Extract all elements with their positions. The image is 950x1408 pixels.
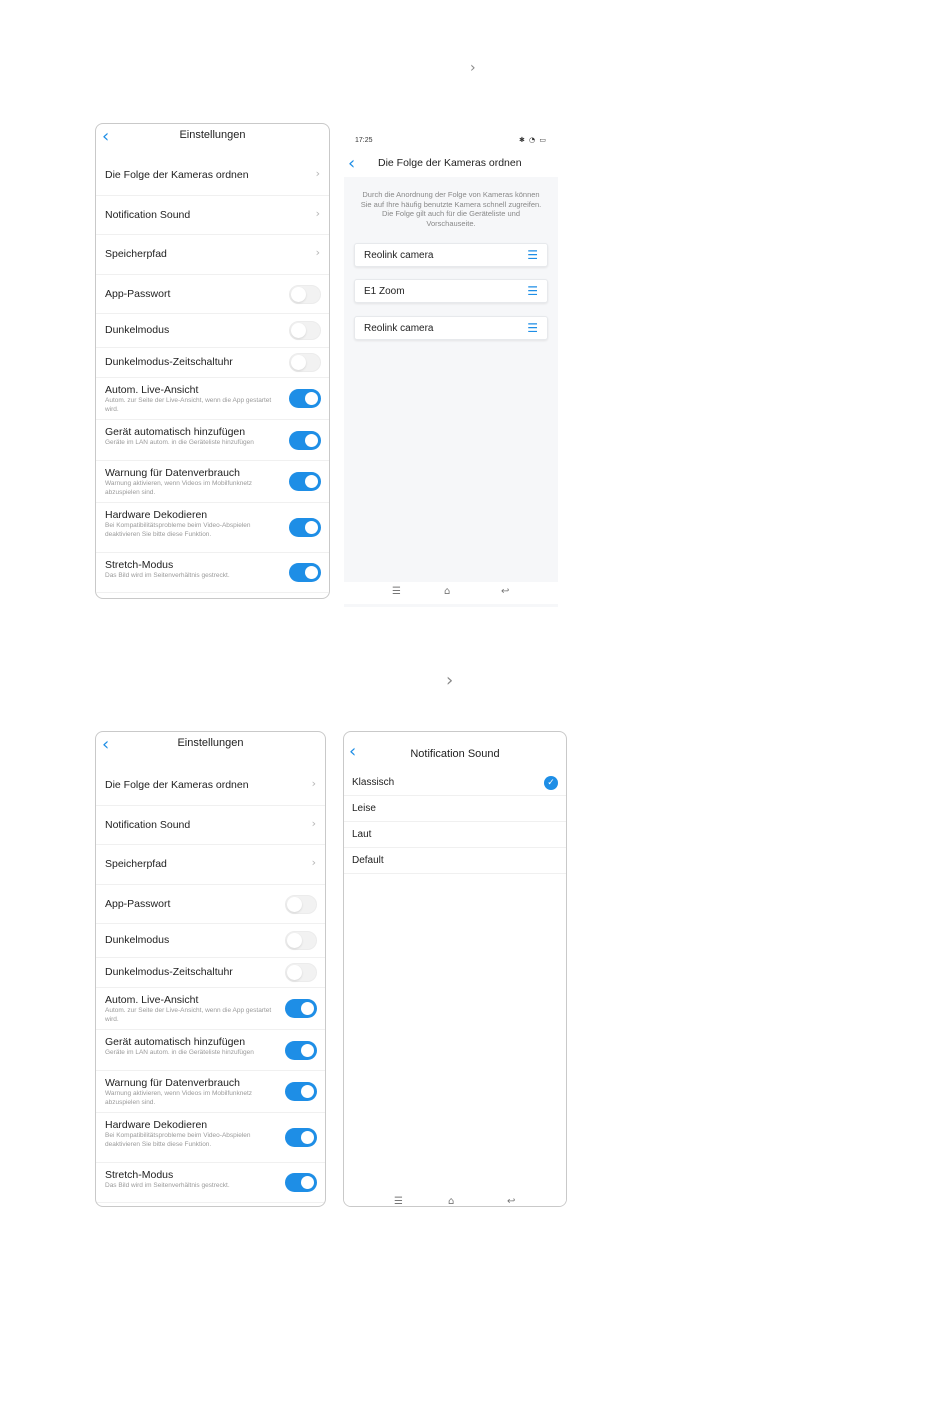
menu-icon[interactable]: ☰ bbox=[394, 1196, 403, 1207]
chevron-right-icon: › bbox=[315, 206, 320, 220]
toggle-switch[interactable] bbox=[285, 1041, 317, 1060]
sound-option-label: Default bbox=[352, 855, 384, 866]
menu-icon[interactable]: ☰ bbox=[392, 586, 401, 597]
settings-row-label: Dunkelmodus bbox=[105, 324, 170, 336]
sound-option-label: Klassisch bbox=[352, 777, 395, 788]
page-title: Notification Sound bbox=[410, 748, 500, 760]
page-title: Einstellungen bbox=[177, 737, 244, 749]
order-description: Durch die Anordnung der Folge von Kameras können Sie auf Ihre häufig benutzte Kamera schnell zugreifen. Die Folge gilt auch für die Geräteliste und Vorschauseite. bbox=[360, 190, 542, 228]
settings-row-app-passwort bbox=[96, 885, 325, 924]
home-icon[interactable]: ⌂ bbox=[448, 1196, 455, 1207]
settings-row-label: Hardware Dekodieren bbox=[105, 509, 208, 521]
settings-row-label: Autom. Live-Ansicht bbox=[105, 384, 199, 396]
settings-row-die-folge-der-kameras-ordnen[interactable] bbox=[96, 766, 325, 806]
settings-list bbox=[96, 766, 325, 1203]
camera-card[interactable] bbox=[354, 316, 548, 340]
settings-row-dunkelmodus bbox=[96, 314, 329, 348]
toggle-switch[interactable] bbox=[289, 563, 321, 582]
camera-order-screen bbox=[344, 131, 558, 607]
settings-row-die-folge-der-kameras-ordnen[interactable] bbox=[96, 156, 329, 196]
status-time: 17:25 bbox=[355, 137, 373, 144]
sound-option[interactable] bbox=[344, 796, 566, 822]
settings-row-hardware-dekodieren bbox=[96, 1113, 325, 1163]
settings-row-warnung-für-datenverbrauch bbox=[96, 461, 329, 503]
system-nav-bar bbox=[344, 1193, 566, 1207]
settings-row-gerät-automatisch-hinzufügen bbox=[96, 420, 329, 461]
camera-card[interactable] bbox=[354, 279, 548, 303]
settings-row-label: Speicherpfad bbox=[105, 858, 167, 870]
settings-row-label: Dunkelmodus bbox=[105, 934, 170, 946]
sound-option[interactable] bbox=[344, 822, 566, 848]
settings-row-description: Bei Kompatibilitätsprobleme beim Video-Abspielen deaktivieren Sie bitte diese Funktion. bbox=[105, 1132, 251, 1148]
notification-sound-screen bbox=[343, 731, 567, 1207]
settings-row-description: Autom. zur Seite der Live-Ansicht, wenn die App gestartet wird. bbox=[105, 397, 272, 413]
drag-handle-icon[interactable]: ☰ bbox=[527, 284, 538, 298]
toggle-switch[interactable] bbox=[289, 353, 321, 372]
chevron-right-icon: › bbox=[315, 246, 320, 259]
chevron-right-icon: › bbox=[315, 167, 320, 180]
settings-row-label: Warnung für Datenverbrauch bbox=[105, 467, 241, 479]
settings-row-description: Geräte im LAN autom. in die Geräteliste hinzufügen bbox=[105, 1049, 254, 1056]
settings-header bbox=[96, 124, 329, 156]
status-bar bbox=[344, 131, 558, 153]
settings-row-description: Das Bild wird im Seitenverhältnis gestreckt. bbox=[105, 572, 230, 579]
system-nav-bar bbox=[344, 582, 558, 604]
settings-row-label: App-Passwort bbox=[105, 897, 171, 910]
settings-row-dunkelmodus bbox=[96, 924, 325, 958]
settings-row-label: Die Folge der Kameras ordnen bbox=[105, 169, 249, 181]
back-icon[interactable]: ↩ bbox=[501, 586, 510, 597]
order-header bbox=[344, 153, 558, 177]
settings-row-dunkelmodus-zeitschaltuhr bbox=[96, 348, 329, 378]
settings-row-label: Warnung für Datenverbrauch bbox=[105, 1077, 241, 1089]
settings-row-label: Speicherpfad bbox=[105, 248, 167, 260]
toggle-switch[interactable] bbox=[289, 431, 321, 450]
settings-row-label: Dunkelmodus-Zeitschaltuhr bbox=[105, 966, 233, 978]
camera-card[interactable] bbox=[354, 243, 548, 267]
settings-row-label: Die Folge der Kameras ordnen bbox=[105, 779, 249, 791]
toggle-switch[interactable] bbox=[285, 999, 317, 1018]
settings-row-label: Gerät automatisch hinzufügen bbox=[105, 426, 246, 438]
settings-row-warnung-für-datenverbrauch bbox=[96, 1071, 325, 1113]
settings-header bbox=[96, 732, 325, 764]
status-icons: ✱ ◔ ▭ bbox=[518, 136, 547, 144]
back-chevron-icon[interactable]: ‹ bbox=[102, 126, 110, 147]
settings-row-gerät-automatisch-hinzufügen bbox=[96, 1030, 325, 1071]
drag-handle-icon[interactable]: ☰ bbox=[527, 321, 538, 335]
settings-row-description: Autom. zur Seite der Live-Ansicht, wenn die App gestartet wird. bbox=[105, 1007, 272, 1023]
checkmark-icon: ✓ bbox=[544, 776, 558, 790]
toggle-switch[interactable] bbox=[285, 931, 317, 950]
arrow-right-icon: › bbox=[470, 60, 476, 76]
settings-list bbox=[96, 156, 329, 593]
toggle-switch[interactable] bbox=[285, 963, 317, 982]
settings-row-label: Autom. Live-Ansicht bbox=[105, 994, 199, 1006]
settings-row-autom-live-ansicht bbox=[96, 378, 329, 420]
toggle-switch[interactable] bbox=[289, 321, 321, 340]
sound-option[interactable] bbox=[344, 770, 566, 796]
settings-row-description: Warnung aktivieren, wenn Videos im Mobilfunknetz abzuspielen sind. bbox=[105, 480, 253, 496]
settings-row-label: Stretch-Modus bbox=[105, 559, 174, 571]
chevron-right-icon: › bbox=[311, 777, 316, 790]
toggle-switch[interactable] bbox=[285, 1082, 317, 1101]
toggle-switch[interactable] bbox=[285, 1128, 317, 1147]
sound-option[interactable] bbox=[344, 848, 566, 874]
settings-row-label: Dunkelmodus-Zeitschaltuhr bbox=[105, 356, 233, 368]
settings-row-stretch-modus bbox=[96, 553, 329, 593]
chevron-right-icon: › bbox=[311, 816, 316, 830]
sound-option-label: Laut bbox=[352, 829, 372, 840]
settings-row-dunkelmodus-zeitschaltuhr bbox=[96, 958, 325, 988]
settings-row-label: App-Passwort bbox=[105, 287, 171, 300]
settings-screen bbox=[95, 731, 326, 1207]
settings-row-speicherpfad[interactable] bbox=[96, 235, 329, 275]
camera-name: E1 Zoom bbox=[364, 286, 405, 297]
settings-row-label: Notification Sound bbox=[105, 818, 191, 831]
camera-name: Reolink camera bbox=[364, 323, 434, 334]
sound-header bbox=[344, 732, 566, 768]
settings-row-label: Gerät automatisch hinzufügen bbox=[105, 1036, 246, 1048]
page-title: Einstellungen bbox=[179, 129, 246, 141]
settings-row-description: Geräte im LAN autom. in die Geräteliste hinzufügen bbox=[105, 439, 254, 446]
page-title: Die Folge der Kameras ordnen bbox=[378, 157, 522, 169]
toggle-switch[interactable] bbox=[285, 895, 317, 914]
settings-row-notification-sound[interactable] bbox=[96, 196, 329, 235]
settings-row-label: Notification Sound bbox=[105, 208, 191, 221]
settings-row-hardware-dekodieren bbox=[96, 503, 329, 553]
settings-row-app-passwort bbox=[96, 275, 329, 314]
chevron-right-icon: › bbox=[311, 856, 316, 869]
settings-row-label: Stretch-Modus bbox=[105, 1169, 174, 1181]
toggle-switch[interactable] bbox=[289, 518, 321, 537]
settings-row-notification-sound[interactable] bbox=[96, 806, 325, 845]
toggle-switch[interactable] bbox=[289, 472, 321, 491]
home-icon[interactable]: ⌂ bbox=[444, 586, 451, 597]
camera-name: Reolink camera bbox=[364, 250, 434, 261]
toggle-switch[interactable] bbox=[289, 389, 321, 408]
back-icon[interactable]: ↩ bbox=[507, 1196, 516, 1207]
settings-row-stretch-modus bbox=[96, 1163, 325, 1203]
back-chevron-icon[interactable]: ‹ bbox=[102, 734, 110, 755]
settings-row-speicherpfad[interactable] bbox=[96, 845, 325, 885]
arrow-right-icon: › bbox=[446, 670, 454, 691]
settings-row-autom-live-ansicht bbox=[96, 988, 325, 1030]
settings-row-description: Warnung aktivieren, wenn Videos im Mobilfunknetz abzuspielen sind. bbox=[105, 1090, 253, 1106]
settings-row-description: Das Bild wird im Seitenverhältnis gestreckt. bbox=[105, 1182, 230, 1189]
drag-handle-icon[interactable]: ☰ bbox=[527, 248, 538, 262]
toggle-switch[interactable] bbox=[289, 285, 321, 304]
back-chevron-icon[interactable]: ‹ bbox=[348, 153, 356, 174]
settings-row-description: Bei Kompatibilitätsprobleme beim Video-Abspielen deaktivieren Sie bitte diese Funktion. bbox=[105, 522, 251, 538]
toggle-switch[interactable] bbox=[285, 1173, 317, 1192]
sound-option-label: Leise bbox=[352, 803, 376, 814]
back-chevron-icon[interactable]: ‹ bbox=[349, 741, 357, 762]
settings-row-label: Hardware Dekodieren bbox=[105, 1119, 208, 1131]
settings-screen bbox=[95, 123, 330, 599]
